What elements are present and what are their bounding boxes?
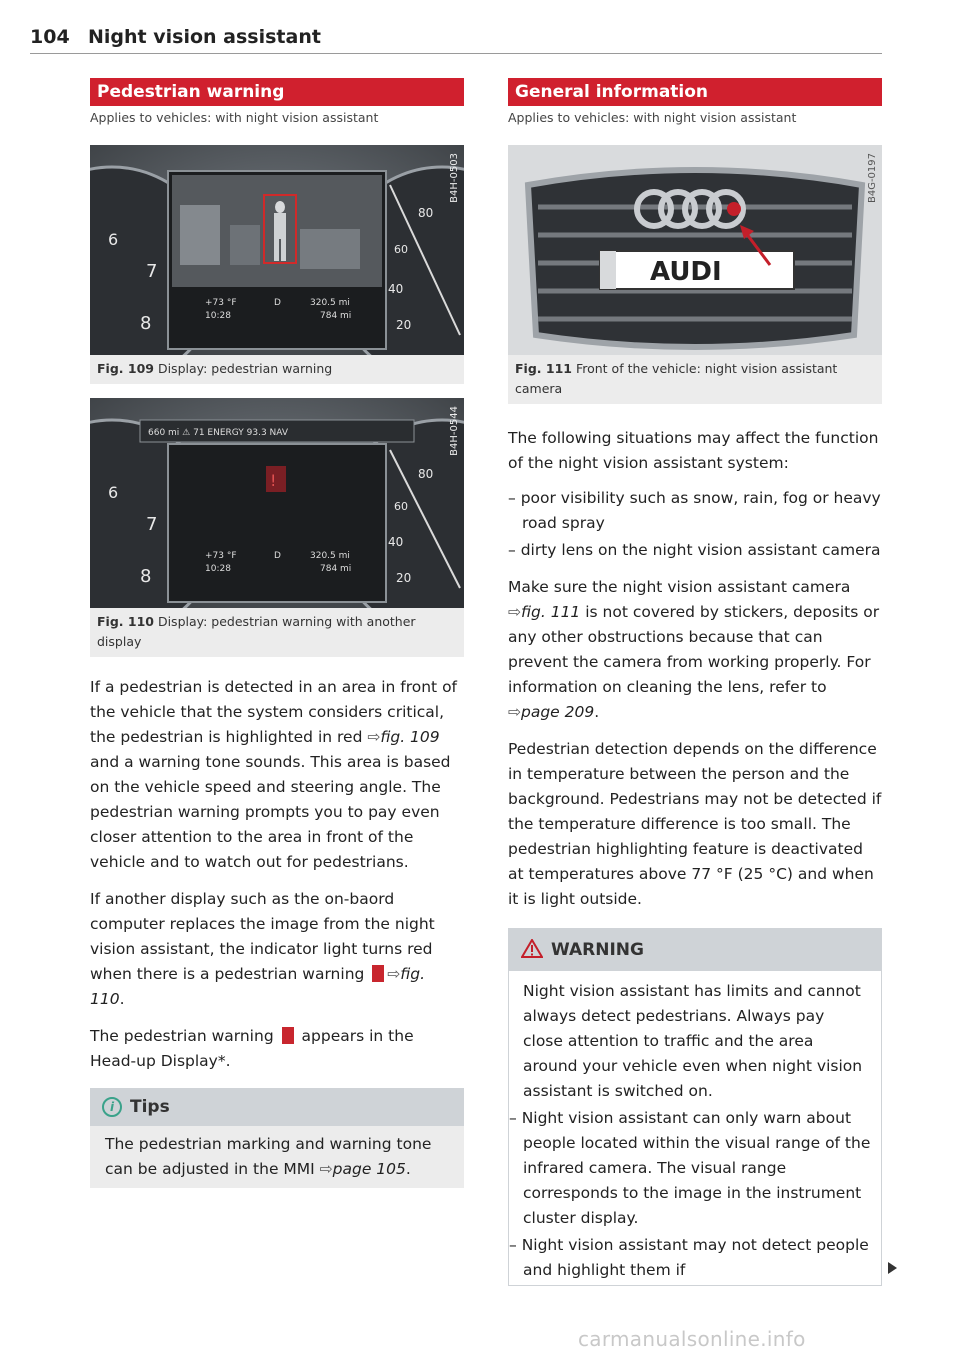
- list-item: – poor visibility such as snow, rain, fog or heavy road spray: [508, 486, 882, 536]
- page-header: [30, 26, 882, 54]
- svg-text:80: 80: [418, 206, 434, 220]
- svg-text:D: D: [274, 551, 281, 561]
- instrument-cluster-other-display-illustration: [90, 398, 464, 608]
- figure-caption-text: Display: pedestrian warning with another display: [97, 614, 416, 649]
- vehicle-front-grille-illustration: [508, 145, 882, 355]
- svg-text:784 mi: 784 mi: [320, 311, 352, 321]
- continue-arrow-icon: [888, 1262, 897, 1274]
- page-reference-link[interactable]: page 105: [332, 1160, 406, 1178]
- figure-code: B4H-0503: [449, 153, 460, 203]
- svg-text:10:28: 10:28: [205, 564, 231, 574]
- svg-text:8: 8: [140, 566, 152, 587]
- right-column: [508, 78, 882, 1286]
- list-item: – Night vision assistant can only warn about people located within the visual range of the infrared camera. The visual range corresponds to the image in the instrument cluster display.: [509, 1106, 881, 1231]
- svg-text:D: D: [274, 298, 281, 308]
- list-item: – Night vision assistant may not detect people and highlight them if: [509, 1233, 881, 1283]
- figure-110-image: [90, 398, 464, 608]
- applies-to: Applies to vehicles: with night vision assistant: [90, 110, 379, 125]
- warning-box: [508, 928, 882, 1286]
- figure-code: B4H-0544: [449, 406, 460, 456]
- applies-to: Applies to vehicles: with night vision assistant: [508, 110, 797, 125]
- figure-109: [90, 145, 464, 384]
- warning-list: [509, 1106, 881, 1283]
- figure-reference-link[interactable]: fig. 111: [521, 603, 581, 621]
- page-reference-link[interactable]: page 209: [521, 703, 595, 721]
- figure-109-caption: [90, 355, 464, 384]
- section-title-general-information: General information: [508, 78, 882, 106]
- figure-111: [508, 145, 882, 404]
- situations-list: [508, 486, 882, 563]
- svg-text:!: !: [270, 471, 277, 490]
- reference-arrow-icon: ⇨: [508, 603, 521, 621]
- svg-text:6: 6: [108, 483, 119, 502]
- figure-111-image: [508, 145, 882, 355]
- figure-109-image: [90, 145, 464, 355]
- figure-caption-text: Front of the vehicle: night vision assistant camera: [515, 361, 838, 396]
- svg-text:20: 20: [396, 571, 412, 585]
- svg-text:784 mi: 784 mi: [320, 564, 352, 574]
- warning-triangle-icon: [521, 939, 543, 958]
- svg-text:6: 6: [108, 230, 119, 249]
- list-item: – dirty lens on the night vision assistant camera: [508, 538, 882, 563]
- svg-text:10:28: 10:28: [205, 311, 231, 321]
- figure-110: [90, 398, 464, 657]
- svg-text:80: 80: [418, 467, 434, 481]
- paragraph-temperature: Pedestrian detection depends on the difference in temperature between the person and the background. Pedestrians may not be detected if the temperature difference is too small. The pedestrian highlighting feature is deactivated at temperatures above 77 °F (25 °C) and when it is light outside.: [508, 740, 882, 908]
- page-section-title: Night vision assistant: [88, 26, 321, 48]
- tips-box: [90, 1088, 464, 1188]
- tips-text: The pedestrian marking and warning tone can be adjusted in the MMI ⇨page 105.: [105, 1135, 432, 1178]
- figure-111-caption: [508, 355, 882, 404]
- reference-arrow-icon: ⇨: [387, 965, 401, 983]
- page-number: 104: [30, 26, 70, 48]
- pedestrian-warning-indicator-icon: [282, 1027, 294, 1044]
- section-title-pedestrian-warning: Pedestrian warning: [90, 78, 464, 106]
- info-icon: i: [102, 1097, 122, 1117]
- svg-text:60: 60: [394, 500, 408, 513]
- reference-arrow-icon: ⇨: [367, 728, 381, 746]
- svg-text:320.5 mi: 320.5 mi: [310, 298, 350, 308]
- paragraph-pedestrian-detected: If a pedestrian is detected in an area in front of the vehicle that the system considers critical, the pedestrian is highlighted in red ⇨fig. 109 and a warning tone sounds. This area is based on the vehicle speed and steering angle. The pedestrian warning prompts you to pay even closer attention to the area in front of the vehicle and to watch out for pedestrians.: [90, 678, 458, 871]
- svg-text:8: 8: [140, 313, 152, 334]
- left-column: [90, 78, 464, 1188]
- paragraph-situations: The following situations may affect the function of the night vision assistant system:: [508, 429, 879, 472]
- svg-text:660 mi ⚠ 71 ENERGY 93.3: 660 mi ⚠ 71 ENERGY 93.3 NAV: [148, 428, 289, 438]
- figure-reference-link[interactable]: fig. 109: [380, 728, 440, 746]
- pedestrian-warning-indicator-icon: [372, 965, 384, 982]
- reference-arrow-icon: ⇨: [508, 703, 521, 721]
- warning-header: WARNING: [509, 929, 881, 971]
- paragraph-camera-obstruction: Make sure the night vision assistant camera ⇨fig. 111 is not covered by stickers, deposits or any other obstructions because that can prevent the camera from working properly. For information on cleaning the lens, refer to ⇨page 209.: [508, 578, 880, 721]
- instrument-cluster-night-vision-illustration: [90, 145, 464, 355]
- svg-text:+73 °F: +73 °F: [205, 551, 237, 561]
- svg-text:20: 20: [396, 318, 412, 332]
- figure-reference-link[interactable]: fig. 110: [90, 965, 426, 1008]
- figure-caption-text: Display: pedestrian warning: [157, 361, 333, 376]
- paragraph-another-display: If another display such as the on-baord computer replaces the image from the night vision assistant, the indicator light turns red when there is a pedestrian warning ⇨fig. 110.: [90, 890, 435, 1008]
- svg-text:60: 60: [394, 243, 408, 256]
- svg-text:+73 °F: +73 °F: [205, 298, 237, 308]
- svg-text:7: 7: [146, 261, 158, 282]
- figure-number: Fig. 111: [515, 361, 572, 376]
- tips-header: i Tips: [90, 1088, 464, 1126]
- watermark: carmanualsonline.info: [578, 1327, 806, 1351]
- svg-text:40: 40: [388, 282, 404, 296]
- figure-number: Fig. 110: [97, 614, 154, 629]
- svg-text:AUDI: AUDI: [650, 257, 722, 287]
- svg-text:40: 40: [388, 535, 404, 549]
- figure-code: B4G-0197: [867, 153, 878, 204]
- figure-110-caption: [90, 608, 464, 657]
- svg-text:320.5 mi: 320.5 mi: [310, 551, 350, 561]
- warning-text: Night vision assistant has limits and cannot always detect pedestrians. Always pay close attention to traffic and the area around your vehicle even when night vision assistant is switched on.: [523, 982, 863, 1100]
- figure-number: Fig. 109: [97, 361, 154, 376]
- paragraph-head-up-display: The pedestrian warning appears in the Head-up Display*.: [90, 1027, 414, 1070]
- reference-arrow-icon: ⇨: [319, 1160, 333, 1178]
- svg-text:7: 7: [146, 514, 158, 535]
